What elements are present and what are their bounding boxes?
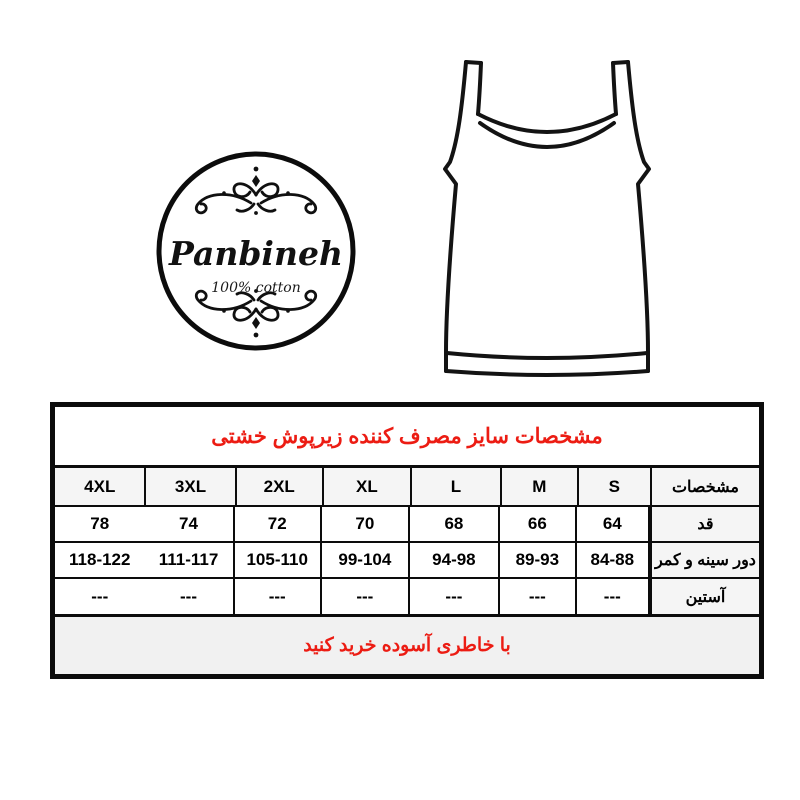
value-cell: 72 bbox=[235, 507, 322, 541]
size-col-xl: XL bbox=[322, 468, 410, 505]
row-chest-waist-label: دور سینه و کمر bbox=[650, 543, 759, 577]
size-col-2xl: 2XL bbox=[235, 468, 322, 505]
size-col-m: M bbox=[500, 468, 577, 505]
value-cell: 99-104 bbox=[322, 543, 410, 577]
size-chart-table bbox=[50, 402, 764, 679]
value-cell: --- bbox=[55, 579, 144, 614]
size-col-3xl: 3XL bbox=[144, 468, 234, 505]
value-cell: --- bbox=[577, 579, 650, 614]
value-cell: --- bbox=[144, 579, 234, 614]
value-cell: 74 bbox=[144, 507, 234, 541]
value-cell: 89-93 bbox=[500, 543, 577, 577]
size-col-s: S bbox=[577, 468, 650, 505]
value-cell: --- bbox=[410, 579, 500, 614]
value-cell: 78 bbox=[55, 507, 144, 541]
value-cell: 66 bbox=[500, 507, 577, 541]
value-cell: 111-117 bbox=[144, 543, 234, 577]
value-cell: --- bbox=[235, 579, 322, 614]
size-chart-footer-note: با خاطری آسوده خرید کنید bbox=[55, 617, 759, 674]
size-header-row bbox=[55, 468, 759, 507]
camisole-outline bbox=[445, 62, 649, 375]
row-height-label: قد bbox=[650, 507, 759, 541]
value-cell: 68 bbox=[410, 507, 500, 541]
cotton-label: 100% cotton bbox=[211, 280, 301, 296]
value-cell: --- bbox=[500, 579, 577, 614]
value-cell: 94-98 bbox=[410, 543, 500, 577]
row-sleeve bbox=[55, 579, 759, 617]
size-col-l: L bbox=[410, 468, 500, 505]
brand-name: Panbineh bbox=[169, 234, 343, 273]
size-col-4xl: 4XL bbox=[55, 468, 144, 505]
value-cell: 84-88 bbox=[577, 543, 650, 577]
row-height bbox=[55, 507, 759, 543]
row-chest-waist bbox=[55, 543, 759, 579]
brand-logo-badge bbox=[151, 146, 361, 356]
size-chart-title: مشخصات سایز مصرف کننده زیرپوش خشتی bbox=[55, 407, 759, 468]
row-sleeve-label: آستین bbox=[650, 579, 759, 614]
value-cell: 70 bbox=[322, 507, 410, 541]
camisole-drawing bbox=[432, 52, 668, 392]
spec-header-cell: مشخصات bbox=[650, 468, 759, 505]
value-cell: 64 bbox=[577, 507, 650, 541]
value-cell: --- bbox=[322, 579, 410, 614]
value-cell: 105-110 bbox=[235, 543, 322, 577]
value-cell: 118-122 bbox=[55, 543, 144, 577]
